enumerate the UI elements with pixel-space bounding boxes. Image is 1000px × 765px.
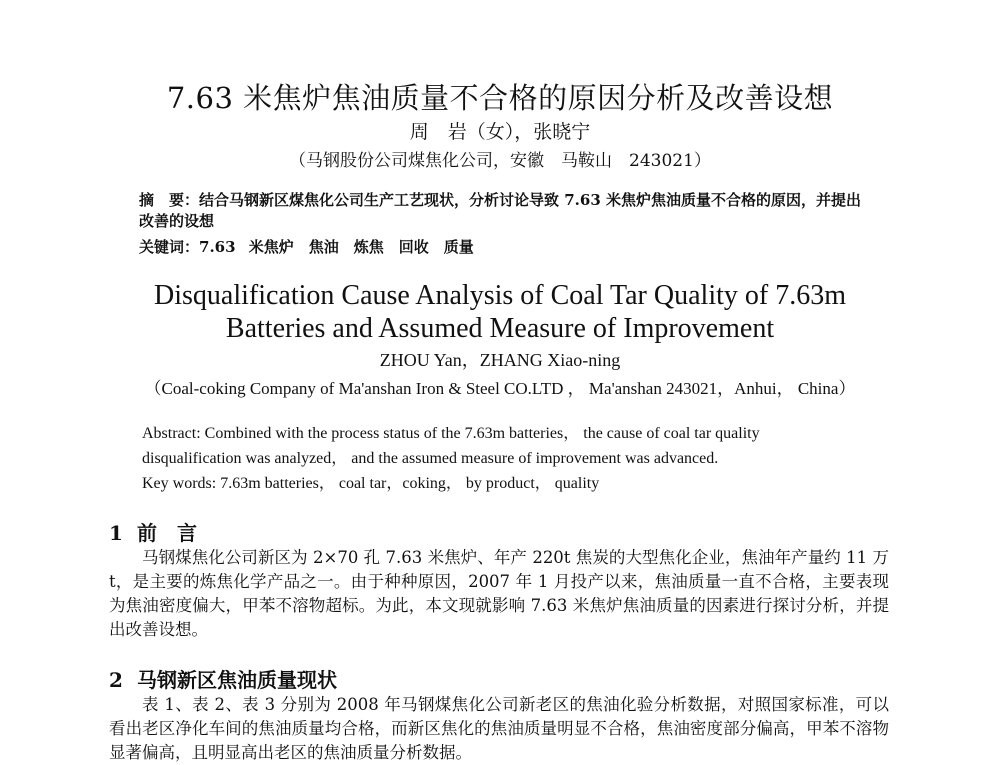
section-2-title: 马钢新区焦油质量现状 <box>137 668 337 692</box>
english-authors: ZHOU Yan，ZHANG Xiao-ning <box>379 350 621 370</box>
chinese-keywords-text: 7.63 米焦炉 焦油 炼焦 回收 质量 <box>199 238 474 256</box>
chinese-keywords-label: 关键词： <box>139 238 200 256</box>
section-1-paragraph: 马钢煤焦化公司新区为 2×70 孔 7.63 米焦炉、年产 220t 焦炭的大型焦化企业，焦油年产量约 11 万 t，是主要的炼焦化学产品之一。由于种种原因，2007 年 1 月投产以来，焦油质量一直不合格，主要表现为焦油密度偏大，甲苯不溶物超标。为此，本文现就影响 7.63 米焦炉焦油质量的因素进行探讨分析，并提出改善设想。 <box>109 548 889 639</box>
section-2-paragraph: 表 1、表 2、表 3 分别为 2008 年马钢煤焦化公司新老区的焦油化验分析数据，对照国家标准，可以看出老区净化车间的焦油质量均合格，而新区焦化的焦油质量明显不合格，焦油密度部分偏高，甲苯不溶物显著偏高，且明显高出老区的焦油质量分析数据。 <box>109 695 889 762</box>
chinese-abstract-text: 结合马钢新区煤焦化公司生产工艺现状，分析讨论导致 7.63 米焦炉焦油质量不合格的原因，并提出改善的设想 <box>139 191 861 230</box>
chinese-title: 7.63 米焦炉焦油质量不合格的原因分析及改善设想 <box>166 81 834 115</box>
chinese-authors: 周 岩（女），张晓宁 <box>409 121 591 143</box>
chinese-keywords <box>139 236 869 257</box>
english-title <box>0 279 1000 345</box>
english-title-line-1: Disqualification Cause Analysis of Coal Tar Quality of 7.63m <box>154 280 846 311</box>
chinese-affiliation: （马钢股份公司煤焦化公司，安徽 马鞍山 243021） <box>289 151 711 171</box>
section-2-heading <box>109 664 337 693</box>
english-keywords: Key words: 7.63m batteries， coal tar，coking， by product， quality <box>142 475 600 492</box>
section-1-number: 1 <box>109 521 123 545</box>
section-1-title: 前 言 <box>137 521 197 545</box>
english-affiliation: （Coal-coking Company of Ma'anshan Iron & Steel CO.LTD ， Ma'anshan 243021，Anhui， China） <box>144 379 856 398</box>
english-abstract: Abstract: Combined with the process status of the 7.63m batteries， the cause of coal tar quality disqualification was analyzed， and the assumed measure of improvement was advanced. <box>142 425 760 467</box>
section-1-heading <box>109 517 197 546</box>
chinese-abstract-label: 摘 要： <box>139 191 200 209</box>
chinese-abstract <box>139 190 869 232</box>
english-title-line-2: Batteries and Assumed Measure of Improvement <box>225 313 775 344</box>
section-2-number: 2 <box>109 668 123 692</box>
